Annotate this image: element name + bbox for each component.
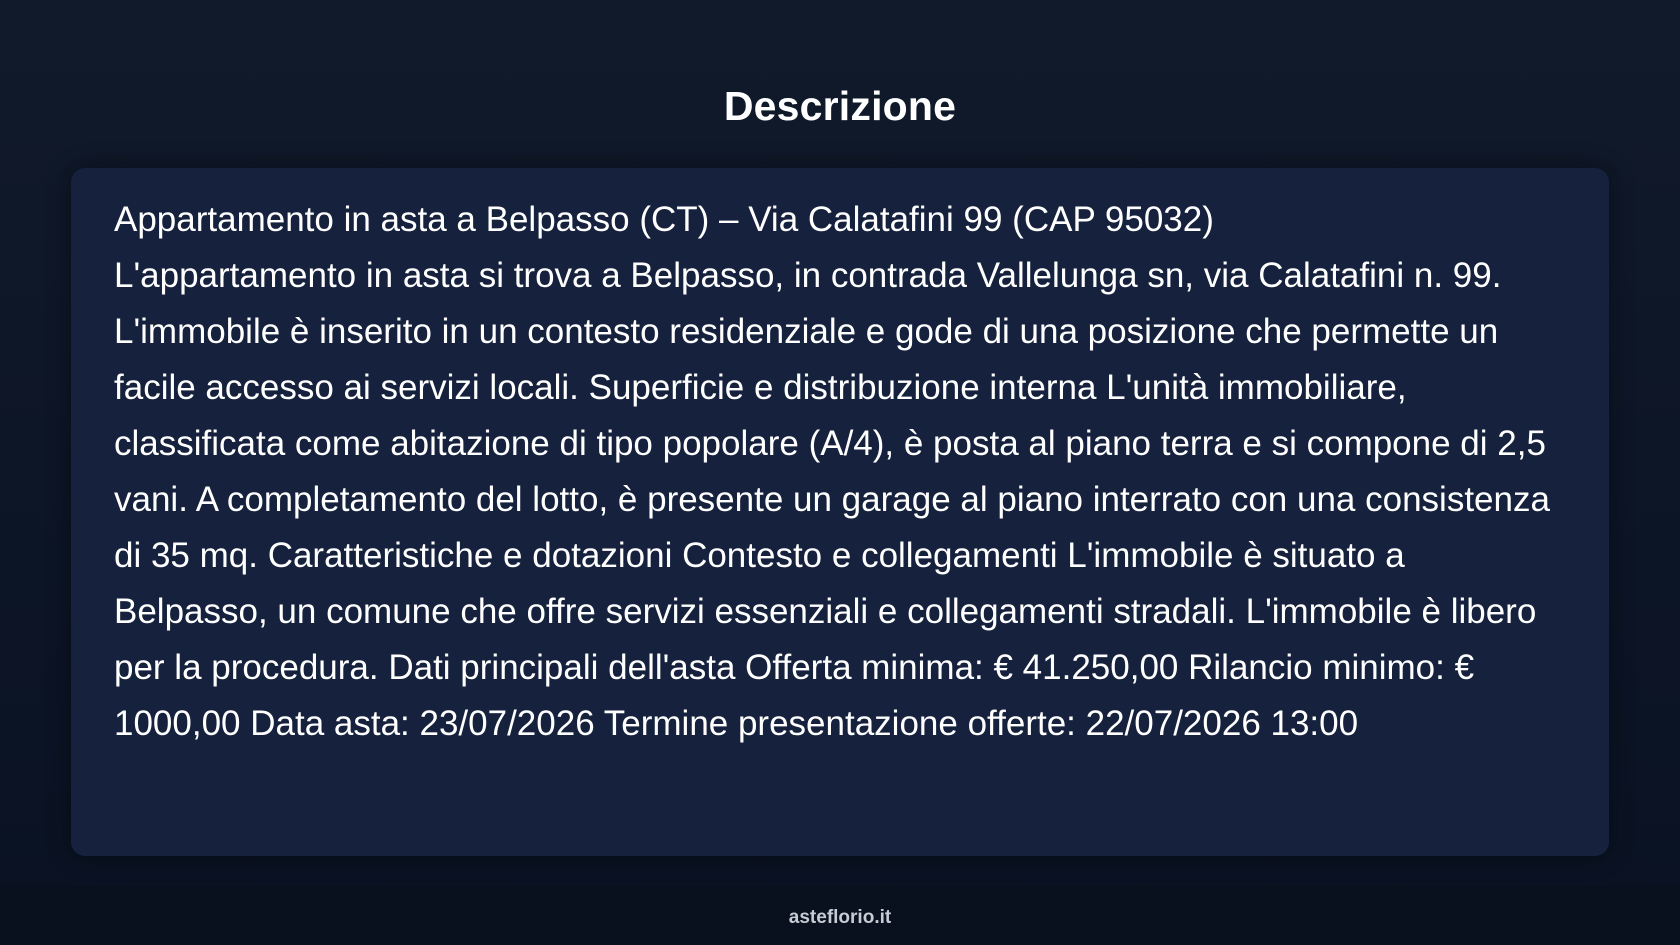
page-title: Descrizione [723,83,957,129]
description-heading: Appartamento in asta a Belpasso (CT) – Via Calatafini 99 (CAP 95032) [114,200,1214,239]
description-card [71,168,1609,856]
description-body: L'appartamento in asta si trova a Belpasso, in contrada Vallelunga sn, via Calatafini n. 99. L'immobile è inserito in un contesto residenziale e gode di una posizione che permette un facile accesso ai servizi locali. Superficie e distribuzione interna L'unità immobiliare, classificata come abitazione di tipo popolare (A/4), è posta al piano terra e si compone di 2,5 vani. A completamento del lotto, è presente un garage al piano interrato con una consistenza di 35 mq. Caratteristiche e dotazioni Contesto e collegamenti L'immobile è situato a Belpasso, un comune che offre servizi essenziali e collegamenti stradali. L'immobile è libero per la procedura. Dati principali dell'asta Offerta minima: € 41.250,00 Rilancio minimo: € 1000,00 Data asta: 23/07/2026 Termine presentazione offerte: 22/07/2026 13:00 [114,256,1550,743]
footer-site-name: asteflorio.it [788,907,892,928]
